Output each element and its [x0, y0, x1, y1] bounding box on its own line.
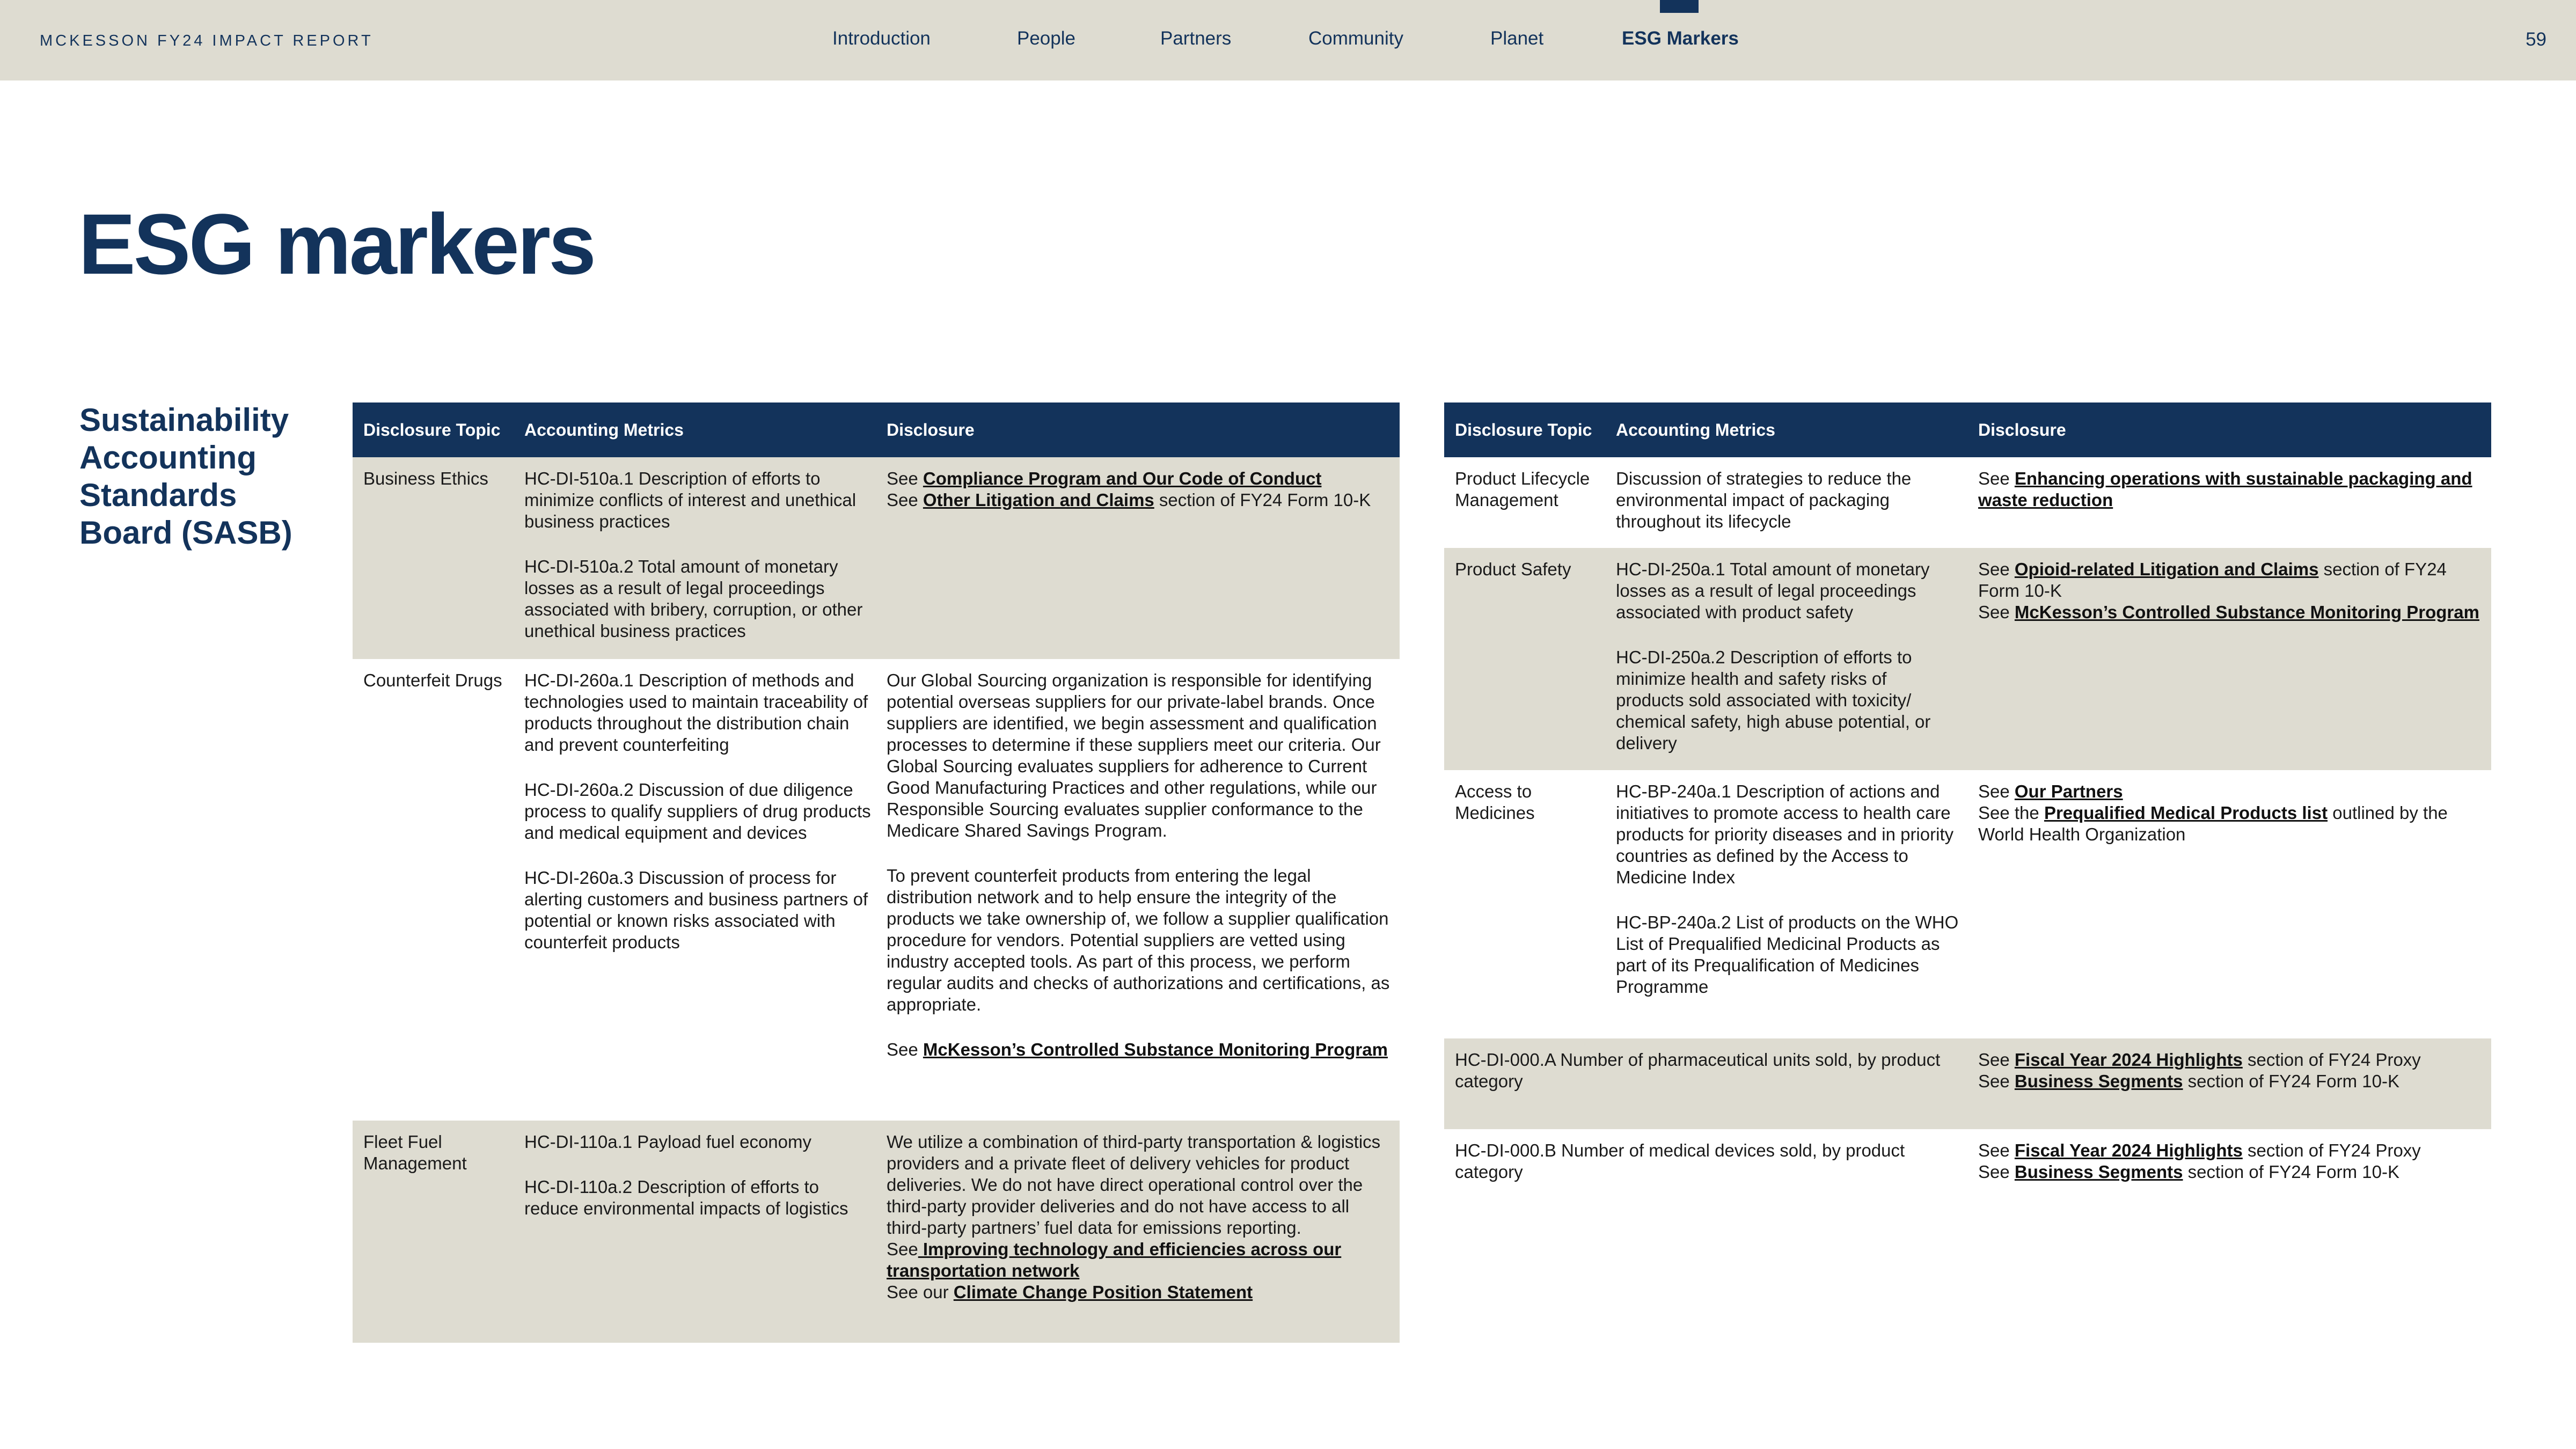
disclosure-line — [1978, 559, 2483, 602]
disclosure-line — [887, 468, 1391, 489]
header-disclosure: Disclosure — [1978, 420, 2066, 440]
disclosure-tail-text: outlined by the World Health Organization — [1978, 803, 2448, 844]
disclosure-cell — [1978, 1140, 2483, 1183]
table-row-access-to-medicines — [1444, 770, 2491, 1038]
metric-text: HC-DI-250a.1 Total amount of monetary losses as a result of legal proceedings associated with product safety — [1616, 559, 1930, 622]
business-segments-link[interactable]: Business Segments — [2014, 1071, 2183, 1091]
metric-text: HC-DI-110a.1 Payload fuel economy — [524, 1132, 811, 1152]
disclosure-line — [887, 1039, 1391, 1060]
header-accounting-metrics: Accounting Metrics — [524, 420, 684, 440]
see-text: See — [887, 1239, 918, 1259]
header-disclosure-topic: Disclosure Topic — [1455, 420, 1592, 440]
header-disclosure: Disclosure — [887, 420, 975, 440]
opioid-litigation-link[interactable]: Opioid-related Litigation and Claims — [2014, 559, 2319, 579]
disclosure-line — [1978, 1161, 2483, 1183]
metric-span-cell: HC-DI-000.B Number of medical devices sold, by product category — [1455, 1140, 1905, 1182]
table-header — [1444, 402, 2491, 457]
top-navigation — [0, 28, 2576, 55]
header-accounting-metrics: Accounting Metrics — [1616, 420, 1775, 440]
see-text: See — [1978, 1140, 2015, 1160]
active-nav-marker — [1660, 0, 1699, 13]
controlled-substance-monitoring-link[interactable]: McKesson’s Controlled Substance Monitoring Program — [923, 1040, 1388, 1059]
disclosure-line — [1978, 468, 2483, 511]
metric-text: HC-DI-260a.2 Discussion of due diligence process to qualify suppliers of drug products and medical equipment and devices — [524, 780, 871, 843]
metric-text: HC-BP-240a.1 Description of actions and initiatives to promote access to health care products for priority diseases and in priority countries as defined by the Access to Medicine Index — [1616, 781, 1954, 887]
disclosure-tail-text: section of FY24 Proxy — [2242, 1140, 2421, 1160]
disclosure-line — [1978, 1049, 2483, 1071]
page-title: ESG markers — [78, 196, 595, 292]
disclosure-line — [887, 1239, 1391, 1282]
metric-text: HC-DI-250a.2 Description of efforts to minimize health and safety risks of products sold associated with toxicity/ chemical safety, high abuse potential, or delivery — [1616, 647, 1931, 753]
see-text: See — [1978, 602, 2015, 622]
see-text: See — [1978, 1162, 2015, 1182]
disclosure-tail-text: section of FY24 Form 10-K — [1978, 559, 2447, 601]
header-disclosure-topic: Disclosure Topic — [363, 420, 501, 440]
metrics-cell — [1616, 468, 1959, 532]
disclosure-line — [1978, 1071, 2483, 1092]
topic-cell: Business Ethics — [363, 469, 488, 488]
disclosure-cell — [1978, 1049, 2483, 1092]
see-text: See — [887, 1040, 923, 1059]
disclosure-paragraph: Our Global Sourcing organization is responsible for identifying potential overseas suppliers for our private-label brands. Once suppliers are identified, we begin assessment and qualification processes to determine if these suppliers meet our criteria. Our Global Sourcing evaluates suppliers for adherence to Current Good Manufacturing Practices and other regulations, while our Responsible Sourcing evaluates supplier conformance to the Medicare Shared Savings Program. — [887, 670, 1381, 840]
disclosure-line — [1978, 781, 2483, 802]
table-row-pharmaceutical-units — [1444, 1038, 2491, 1129]
compliance-program-link[interactable]: Compliance Program and Our Code of Conduct — [923, 469, 1322, 488]
our-partners-link[interactable]: Our Partners — [2014, 781, 2123, 801]
topic-cell: Access to Medicines — [1455, 781, 1535, 823]
metrics-cell — [524, 468, 873, 642]
nav-people[interactable]: People — [1017, 28, 1075, 49]
disclosure-cell — [887, 468, 1391, 511]
metric-span-cell: HC-DI-000.A Number of pharmaceutical units sold, by product category — [1455, 1050, 1941, 1091]
see-text: See — [1978, 1050, 2015, 1070]
metrics-cell — [524, 1131, 873, 1219]
metrics-cell — [1616, 559, 1959, 754]
transportation-network-link[interactable]: Improving technology and efficiencies across our transportation network — [887, 1239, 1342, 1280]
disclosure-line — [887, 489, 1391, 511]
topic-cell: Fleet Fuel Management — [363, 1132, 467, 1173]
disclosure-tail-text: section of FY24 Proxy — [2242, 1050, 2421, 1070]
table-row-business-ethics — [353, 457, 1400, 659]
section-title: Sustainability Accounting Standards Board (SASB) — [79, 402, 292, 551]
see-text: See — [1978, 1071, 2015, 1091]
topic-cell: Product Lifecycle Management — [1455, 469, 1590, 510]
table-header — [353, 402, 1400, 457]
disclosure-paragraph: We utilize a combination of third-party transportation & logistics providers and a private fleet of delivery vehicles for product deliveries. We do not have direct operational control over the third-party provider deliveries and do not have access to all third-party partners’ fuel data for emissions reporting. — [887, 1132, 1381, 1238]
disclosure-cell — [1978, 559, 2483, 623]
climate-change-statement-link[interactable]: Climate Change Position Statement — [953, 1282, 1253, 1302]
metric-text: HC-DI-510a.2 Total amount of monetary losses as a result of legal proceedings associated with bribery, corruption, or other unethical business practices — [524, 557, 863, 641]
prequalified-products-link[interactable]: Prequalified Medical Products list — [2044, 803, 2328, 823]
disclosure-cell — [887, 1131, 1391, 1303]
see-text: See our — [887, 1282, 954, 1302]
metrics-cell — [1616, 781, 1959, 998]
page-number: 59 — [2526, 29, 2546, 50]
disclosure-line — [1978, 802, 2483, 845]
other-litigation-link[interactable]: Other Litigation and Claims — [923, 490, 1154, 510]
topic-cell: Counterfeit Drugs — [363, 670, 502, 690]
see-text: See the — [1978, 803, 2044, 823]
disclosure-line — [887, 1282, 1391, 1303]
sasb-table-left — [353, 402, 1400, 1343]
disclosure-line — [1978, 1140, 2483, 1161]
disclosure-cell — [887, 670, 1391, 1060]
disclosure-paragraph: To prevent counterfeit products from entering the legal distribution network and to help ensure the integrity of the products we take ownership of, we follow a supplier qualification procedure for vendors. Potential suppliers are vetted using industry accepted tools. As part of this process, we perform regular audits and checks of authorizations and certifications, as appropriate. — [887, 866, 1390, 1014]
nav-esg-markers[interactable]: ESG Markers — [1622, 28, 1739, 49]
business-segments-link[interactable]: Business Segments — [2014, 1162, 2183, 1182]
top-bar — [0, 0, 2576, 80]
table-row-medical-devices — [1444, 1129, 2491, 1220]
see-text: See — [1978, 559, 2015, 579]
disclosure-cell — [1978, 781, 2483, 845]
metric-text: HC-BP-240a.2 List of products on the WHO List of Prequalified Medicinal Products as part of its Prequalification of Medicines Programme — [1616, 912, 1959, 997]
see-text: See — [887, 469, 923, 488]
sasb-table-right — [1444, 402, 2491, 1220]
sustainable-packaging-link[interactable]: Enhancing operations with sustainable packaging and waste reduction — [1978, 469, 2472, 510]
report-brand: MCKESSON FY24 IMPACT REPORT — [40, 32, 374, 49]
table-row-fleet-fuel-management — [353, 1121, 1400, 1343]
nav-planet[interactable]: Planet — [1490, 28, 1544, 49]
table-row-counterfeit-drugs — [353, 659, 1400, 1121]
see-text: See — [1978, 469, 2015, 488]
disclosure-tail-text: section of FY24 Form 10-K — [2183, 1071, 2400, 1091]
metric-text: HC-DI-260a.3 Discussion of process for alerting customers and business partners of potential or known risks associated with counterfeit products — [524, 868, 868, 952]
table-row-product-safety — [1444, 548, 2491, 770]
see-text: See — [1978, 781, 2015, 801]
disclosure-tail-text: section of FY24 Form 10-K — [1154, 490, 1371, 510]
disclosure-cell — [1978, 468, 2483, 511]
metric-text: HC-DI-510a.1 Description of efforts to minimize conflicts of interest and unethical business practices — [524, 469, 857, 531]
see-text: See — [887, 490, 923, 510]
metrics-cell — [524, 670, 873, 953]
nav-community[interactable]: Community — [1308, 28, 1403, 49]
table-row-product-lifecycle — [1444, 457, 2491, 548]
metric-text: Discussion of strategies to reduce the environmental impact of packaging throughout its lifecycle — [1616, 469, 1912, 531]
topic-cell: Product Safety — [1455, 559, 1571, 579]
nav-partners[interactable]: Partners — [1160, 28, 1232, 49]
disclosure-line — [1978, 602, 2483, 623]
fy2024-highlights-link[interactable]: Fiscal Year 2024 Highlights — [2014, 1050, 2243, 1070]
nav-introduction[interactable]: Introduction — [832, 28, 931, 49]
metric-text: HC-DI-110a.2 Description of efforts to reduce environmental impacts of logistics — [524, 1177, 848, 1218]
metric-text: HC-DI-260a.1 Description of methods and technologies used to maintain traceability of products throughout the distribution chain and prevent counterfeiting — [524, 670, 868, 755]
disclosure-tail-text: section of FY24 Form 10-K — [2183, 1162, 2400, 1182]
fy2024-highlights-link[interactable]: Fiscal Year 2024 Highlights — [2014, 1140, 2243, 1160]
controlled-substance-monitoring-link[interactable]: McKesson’s Controlled Substance Monitoring Program — [2014, 602, 2479, 622]
